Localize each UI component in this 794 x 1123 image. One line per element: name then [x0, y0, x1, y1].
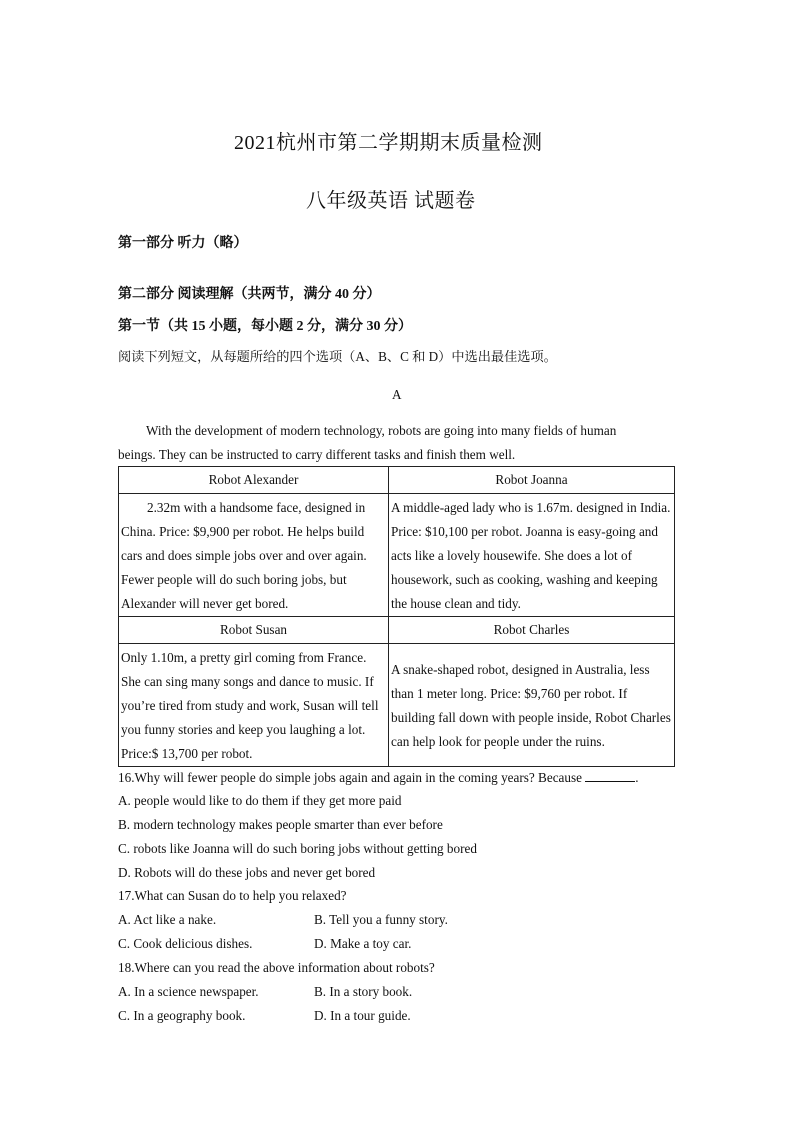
robot-charles-header: Robot Charles: [389, 617, 675, 644]
page-subtitle: 八年级英语 试题卷: [306, 190, 476, 212]
q16-option-b: B. modern technology makes people smarter than ever before: [118, 817, 443, 832]
question-16-text: 16.Why will fewer people do simple jobs again and again in the coming years? Because: [118, 770, 582, 785]
part2-heading: 第二部分 阅读理解（共两节，满分 40 分）: [118, 287, 381, 302]
q17-option-d: D. Make a toy car.: [314, 936, 412, 951]
answer-blank: [585, 769, 635, 782]
robots-table: [118, 466, 675, 767]
table-row: [119, 494, 675, 617]
table-row: [119, 644, 675, 767]
q16-option-c: C. robots like Joanna will do such boring jobs without getting bored: [118, 841, 477, 856]
question-18-stem: 18.Where can you read the above information about robots?: [118, 960, 435, 975]
robot-alexander-header: Robot Alexander: [119, 467, 389, 494]
passage-label: A: [392, 387, 402, 402]
robot-susan-description: Only 1.10m, a pretty girl coming from France. She can sing many songs and dance to music. If you’re tired from study and work, Susan will tell you funny stories and keep you laughing a lot. Price:$ 13,700 per robot.: [119, 644, 389, 767]
robot-joanna-description: A middle-aged lady who is 1.67m. designed in India. Price: $10,100 per robot. Joanna is easy-going and acts like a lovely housewife. She does a lot of housework, such as cooking, washing and keeping the house clean and tidy.: [389, 494, 675, 617]
part1-heading: 第一部分 听力（略）: [118, 236, 248, 251]
robot-joanna-header: Robot Joanna: [389, 467, 675, 494]
robot-alexander-description: 2.32m with a handsome face, designed in China. Price: $9,900 per robot. He helps build cars and does simple jobs over and over again. Fewer people will do such boring jobs, but Alexander will never get bored.: [119, 494, 389, 617]
q18-option-d: D. In a tour guide.: [314, 1008, 411, 1023]
robot-susan-header: Robot Susan: [119, 617, 389, 644]
q16-option-a: A. people would like to do them if they get more paid: [118, 793, 402, 808]
q17-option-c: C. Cook delicious dishes.: [118, 936, 253, 951]
instructions: 阅读下列短文，从每题所给的四个选项（A、B、C 和 D）中选出最佳选项。: [118, 349, 557, 364]
table-row: [119, 467, 675, 494]
robot-charles-description: A snake-shaped robot, designed in Australia, less than 1 meter long. Price: $9,760 per robot. If building fall down with people inside, Robot Charles can help look for people under the ruins.: [389, 644, 675, 767]
page-title: 2021杭州市第二学期期末质量检测: [234, 132, 543, 154]
q16-option-d: D. Robots will do these jobs and never get bored: [118, 865, 376, 880]
question-16-period: .: [635, 770, 639, 785]
q18-option-a: A. In a science newspaper.: [118, 984, 259, 999]
section1-heading: 第一节（共 15 小题，每小题 2 分，满分 30 分）: [118, 319, 412, 334]
q18-option-c: C. In a geography book.: [118, 1008, 246, 1023]
q17-option-a: A. Act like a nake.: [118, 912, 217, 927]
passage-line-1: With the development of modern technology, robots are going into many fields of human: [146, 423, 617, 438]
question-17-stem: 17.What can Susan do to help you relaxed?: [118, 888, 347, 903]
question-16-stem: [118, 769, 639, 786]
table-row: [119, 617, 675, 644]
passage-line-2: beings. They can be instructed to carry different tasks and finish them well.: [118, 447, 516, 462]
q17-option-b: B. Tell you a funny story.: [314, 912, 448, 927]
q18-option-b: B. In a story book.: [314, 984, 413, 999]
